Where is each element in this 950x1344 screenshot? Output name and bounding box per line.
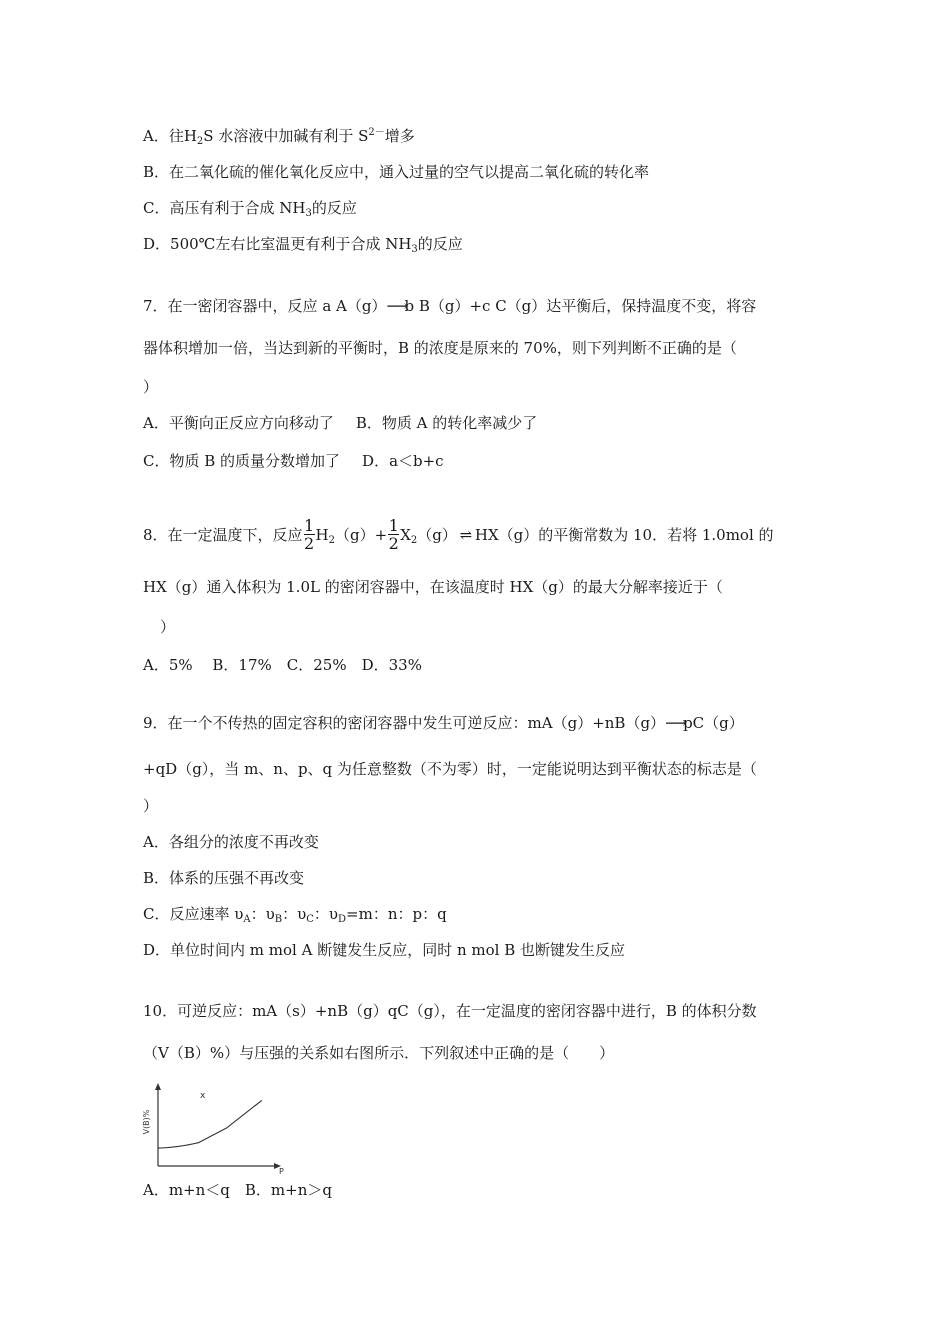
y-axis-label: V(B)%	[142, 1109, 151, 1135]
pressure-graph	[140, 1082, 290, 1174]
q10-stem-line2: （V（B）%）与压强的关系如右图所示．下列叙述中正确的是（ ）	[143, 1044, 615, 1062]
y-axis-arrow-icon	[155, 1083, 161, 1090]
q7-options-row1	[143, 413, 537, 433]
q9-stem-line2: +qD（g），当 m、n、p、q 为任意整数（不为零）时，一定能说明达到平衡状态的标志是（	[143, 760, 757, 778]
half-fraction: $\frac{1}{2}$	[388, 515, 399, 553]
q6-option-a: A．往$H_2S$ 水溶液中加碱有利于 $S^{2-}$增多	[143, 127, 415, 147]
q8-stem-line2: HX（g）通入体积为 1.0L 的密闭容器中，在该温度时 HX（g）的最大分解率接近于（	[143, 578, 723, 596]
x-axis-label: P	[279, 1167, 284, 1174]
q9-option-d: D．单位时间内 m mol A 断键发生反应，同时 n mol B 也断键发生反应	[143, 941, 626, 959]
q10-options: A．m+n＜q B．m+n＞q	[143, 1181, 332, 1199]
q7-options-row2	[143, 451, 444, 471]
q9-option-b: B．体系的压强不再改变	[143, 869, 305, 887]
q7-stem-line3: ）	[143, 378, 159, 396]
q6-option-b: B．在二氧化硫的催化氧化反应中，通入过量的空气以提高二氧化硫的转化率	[143, 163, 650, 181]
half-fraction: $\frac{1}{2}$	[303, 515, 315, 553]
reaction-arrow-icon: ⟶	[665, 714, 687, 732]
q9-option-a: A．各组分的浓度不再改变	[143, 833, 319, 851]
q6-option-c: C．高压有利于合成 $NH_3$的反应	[143, 199, 357, 219]
q7-option-d: D．a＜b+c	[362, 452, 444, 470]
q9-stem-line1: 9．在一个不传热的固定容积的密闭容器中发生可逆反应：mA（g）+nB（g）⟶pC（g）	[143, 714, 744, 732]
q7-stem-line2: 器体积增加一倍，当达到新的平衡时，B 的浓度是原来的 70%，则下列判断不正确的是（	[143, 339, 737, 357]
q7-stem-line1: 7．在一密闭容器中，反应 a A（g）⟶b B（g）+c C（g）达平衡后，保持温度不变，将容	[143, 297, 757, 315]
q8-options: A．5% B．17% C．25% D．33%	[143, 656, 422, 674]
q9-stem-line3: ）	[143, 797, 159, 815]
q10-figure	[140, 1082, 290, 1174]
reaction-arrow-icon: ⟶	[386, 297, 408, 315]
q8-stem-line3: ）	[160, 618, 176, 636]
q10-stem-line1: 10．可逆反应：mA（s）+nB（g）qC（g），在一定温度的密闭容器中进行，B 的体积分数	[143, 1002, 757, 1020]
q7-option-b: B．物质 A 的转化率减少了	[355, 414, 538, 432]
q8-stem-line1: 8．在一定温度下，反应 $\frac{1}{2}$ $H_2(g)+$ $\frac{1}{2}$ $X_2(g)$ ⇌ HX（g）的平衡常数为 10．若将 1.0mol 的	[143, 515, 774, 553]
point-x-label: x	[200, 1091, 206, 1101]
q6-option-d: D．500℃左右比室温更有利于合成 $NH_3$的反应	[143, 235, 463, 255]
q7-option-a: A．平衡向正反应方向移动了	[143, 414, 334, 432]
equilibrium-arrow-icon: ⇌	[459, 526, 473, 544]
q9-option-c: C．反应速率 $\upsilon_A$：$\upsilon_B$：$\upsilon_C$：$\upsilon_D=m$：n：p：q	[143, 905, 447, 925]
curve-line	[158, 1100, 262, 1148]
q7-option-c: C．物质 B 的质量分数增加了	[143, 452, 341, 470]
